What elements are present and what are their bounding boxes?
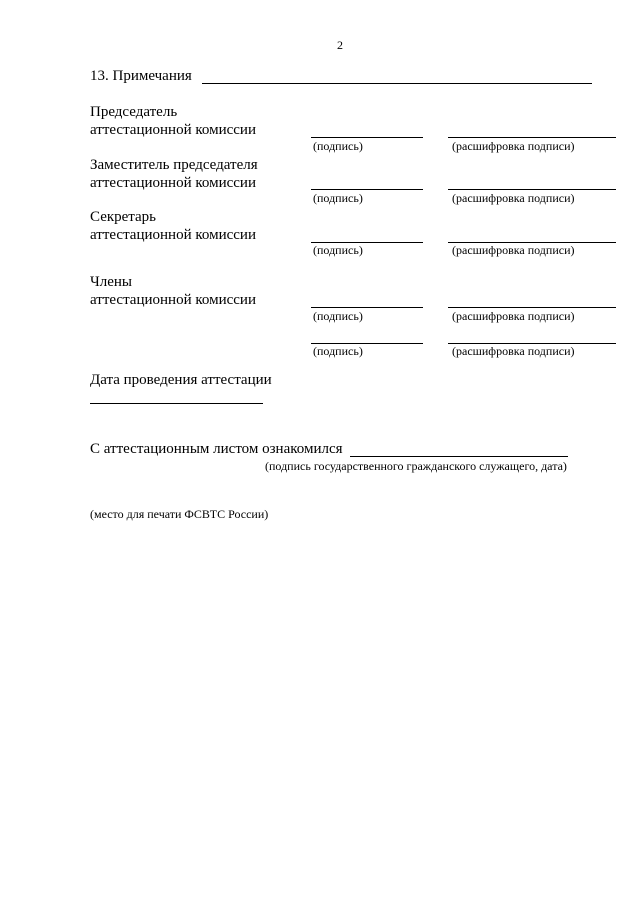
notes-line xyxy=(202,83,592,84)
chairman-signature-caption: (подпись) xyxy=(313,139,363,153)
acknowledge-line xyxy=(350,456,568,457)
secretary-role-commission: аттестационной комиссии xyxy=(90,227,256,243)
deputy-role-commission: аттестационной комиссии xyxy=(90,175,256,191)
chairman-role: Председатель xyxy=(90,104,178,120)
member-1-signature-line xyxy=(311,307,423,308)
secretary-decryption-caption: (расшифровка подписи) xyxy=(452,243,575,257)
chairman-decryption-caption: (расшифровка подписи) xyxy=(452,139,575,153)
attestation-date-line xyxy=(90,403,263,404)
deputy-decryption-caption: (расшифровка подписи) xyxy=(452,191,575,205)
acknowledge-label: С аттестационным листом ознакомился xyxy=(90,441,343,457)
member-2-decryption-caption: (расшифровка подписи) xyxy=(452,344,575,358)
chairman-decryption-line xyxy=(448,137,616,138)
secretary-role: Секретарь xyxy=(90,209,157,225)
acknowledge-caption: (подпись государственного гражданского служащего, дата) xyxy=(265,459,567,473)
deputy-signature-caption: (подпись) xyxy=(313,191,363,205)
notes-label: 13. Примечания xyxy=(90,68,192,84)
page-number: 2 xyxy=(337,38,343,52)
deputy-role: Заместитель председателя xyxy=(90,157,258,173)
deputy-decryption-line xyxy=(448,189,616,190)
members-role-commission: аттестационной комиссии xyxy=(90,292,256,308)
chairman-role-commission: аттестационной комиссии xyxy=(90,122,256,138)
member-1-decryption-line xyxy=(448,307,616,308)
attestation-date-label: Дата проведения аттестации xyxy=(90,372,272,388)
member-1-decryption-caption: (расшифровка подписи) xyxy=(452,309,575,323)
member-1-signature-caption: (подпись) xyxy=(313,309,363,323)
stamp-place: (место для печати ФСВТС России) xyxy=(90,507,269,521)
member-2-signature-caption: (подпись) xyxy=(313,344,363,358)
secretary-signature-caption: (подпись) xyxy=(313,243,363,257)
deputy-signature-line xyxy=(311,189,423,190)
members-role: Члены xyxy=(90,274,132,290)
chairman-signature-line xyxy=(311,137,423,138)
